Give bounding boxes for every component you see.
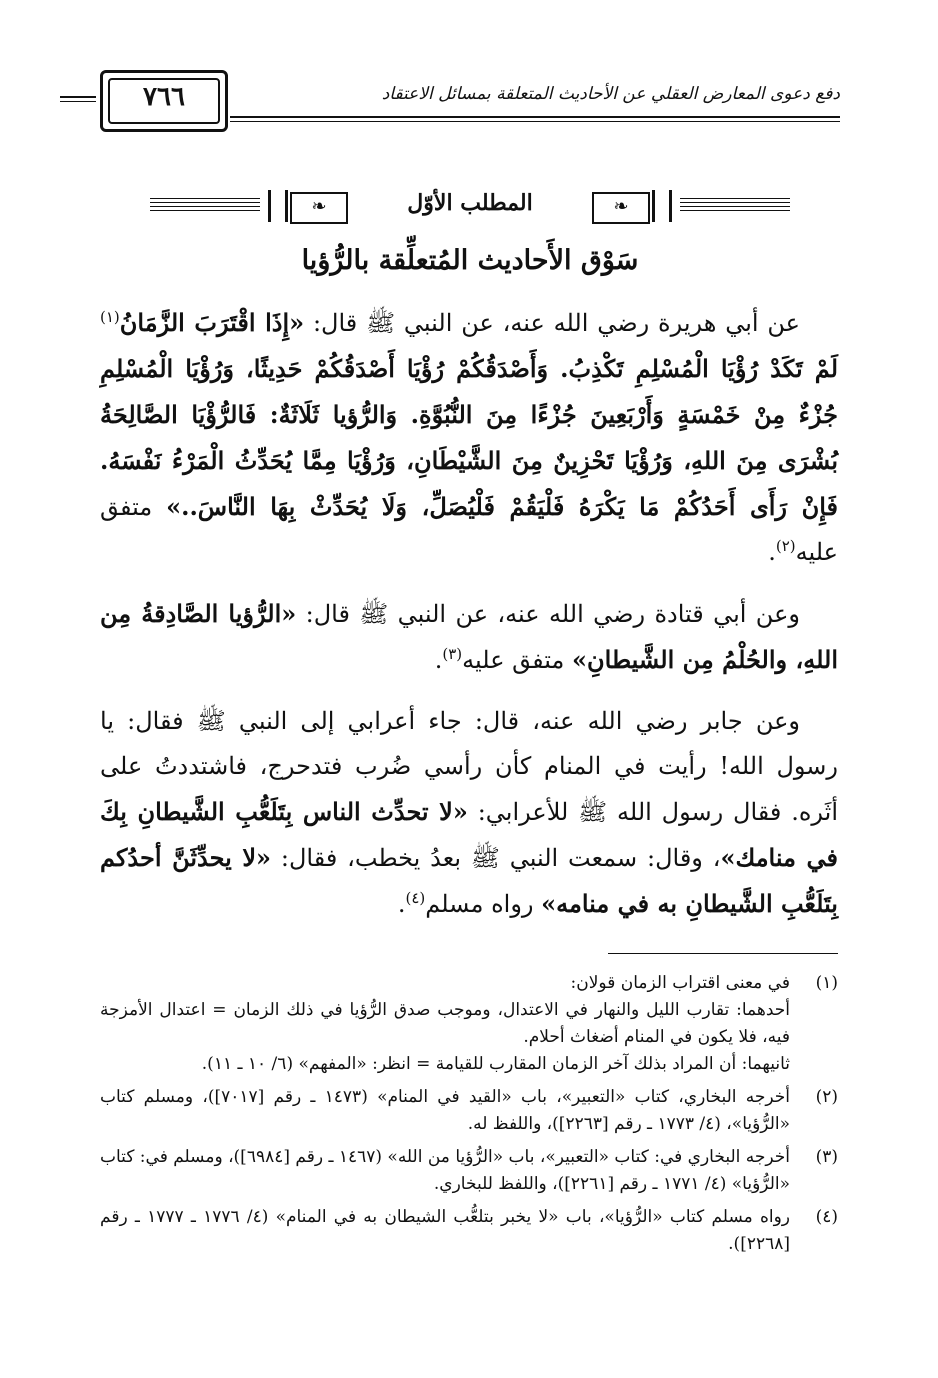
footnote-number: (١) (815, 973, 838, 993)
hadith-source: متفق عليه (462, 646, 573, 674)
footnotes (100, 970, 838, 1264)
paragraph-intro: وعن جابر رضي الله عنه، قال: جاء أعرابي إلى النبي ﷺ فقال: يا رسول الله! رأيت في المنام كأن رأسي ضُرب فتدحرج، فاشتددتُ على أثَره. فقال رسول الله ﷺ للأعرابي: (100, 707, 838, 826)
footnote-line: رواه مسلم كتاب «الرُّؤيا»، باب «لا يخبر بتلعُّب الشيطان به في المنام» (٤/ ١٧٧٦ ـ ١٧٧٧ ـ رقم [٢٢٦٨]). (100, 1207, 790, 1254)
paragraph-end: . (397, 890, 406, 918)
ornament-icon: ❧ (592, 192, 650, 224)
paragraph-end: . (768, 538, 776, 566)
ornament-lines-right (680, 198, 790, 216)
hadith-quote: «لا يحدِّثَنَّ أحدُكم بِتَلَعُّبِ الشَّيطانِ به في منامه» (100, 843, 838, 918)
footnote (100, 1084, 838, 1138)
footnote-line: أخرجه البخاري، كتاب «التعبير»، باب «القيد في المنام» (١٤٧٣ ـ رقم [٧٠١٧])، ومسلم كتاب «الرُّؤيا»، (٤/ ١٧٧٣ ـ رقم [٢٢٦٣])، واللفظ له. (100, 1087, 790, 1134)
paragraph-mid: ، وقال: سمعت النبي ﷺ بعدُ يخطب، فقال: (271, 844, 721, 872)
running-header (100, 70, 840, 140)
hadith-quote: «لا تحدِّث الناس بِتَلَعُّبِ الشَّيطانِ بِكَ في منامك» (100, 797, 839, 872)
hadith-quote: «الرُّؤيا الصَّادِقةُ مِن اللهِ، والحُلْمُ مِن الشَّيطانِ» (100, 599, 838, 674)
header-rule-left (60, 96, 96, 98)
section-heading (150, 186, 790, 230)
hadith-source: متفق عليه (100, 493, 838, 566)
footnote-line: ثانيهما: أن المراد بذلك آخر الزمان المقارب للقيامة = انظر: «المفهم» (٦/ ١٠ ـ ١١). (201, 1054, 790, 1074)
footnote-ref[interactable]: (٣) (442, 645, 463, 663)
hadith-quote: لَمْ تَكَدْ رُؤْيَا الْمُسْلِمِ تَكْذِبُ. وَأَصْدَقُكُمْ رُؤْيَا أَصْدَقُكُمْ حَدِيثًا، وَرُؤْيَا الْمُسْلِمِ جُزْءٌ مِنْ خَمْسَةٍ وَأَرْبَعِينَ جُزْءًا مِنَ النُّبُوَّةِ. وَالرُّؤيا ثَلَاثَةٌ: فَالرُّؤْيَا الصَّالِحَةُ بُشْرَى مِنَ اللهِ، وَرُؤْيَا تَحْزِينٌ مِنَ الشَّيْطَانِ، وَرُؤْيَا مِمَّا يُحَدِّثُ الْمَرْءُ نَفْسَهُ. فَإِنْ رَأَى أَحَدُكُمْ مَا يَكْرَهُ فَلْيَقُمْ فَلْيُصَلِّ، وَلَا يُحَدِّثْ بِهَا النَّاسَ..» (100, 354, 838, 521)
footnote-number: (٣) (815, 1147, 838, 1167)
footnote-line: أخرجه البخاري في: كتاب «التعبير»، باب «الرُّؤيا من الله» (١٤٦٧ ـ رقم [٦٩٨٤])، ومسلم في: كتاب «الرُّؤيا» (٤/ ١٧٧١ ـ رقم [٢٢٦١])، واللفظ للبخاري. (100, 1147, 790, 1194)
page-number-frame (100, 70, 228, 132)
header-rule-thin (230, 121, 840, 122)
footnote (100, 1204, 838, 1258)
section-title: المطلب الأوّل (407, 190, 533, 216)
paragraph (100, 699, 838, 927)
footnote-number: (٤) (815, 1207, 838, 1227)
header-rule-left-thin (60, 101, 96, 102)
body-text (100, 300, 838, 943)
paragraph (100, 300, 838, 575)
header-rule (230, 116, 840, 118)
book-title: دفع دعوى المعارض العقلي عن الأحاديث المتعلقة بمسائل الاعتقاد (381, 84, 840, 104)
paragraph-end: . (434, 646, 443, 674)
footnote-ref[interactable]: (١) (100, 308, 120, 326)
hadith-source: رواه مسلم (425, 890, 542, 918)
footnote-separator (608, 953, 838, 954)
ornament-bars-left (268, 190, 288, 222)
paragraph-intro: وعن أبي قتادة رضي الله عنه، عن النبي ﷺ قال: (296, 600, 800, 628)
ornament-bars-right (652, 190, 672, 222)
footnote-number: (٢) (815, 1087, 838, 1107)
footnote-ref[interactable]: (٢) (775, 537, 796, 555)
ornament-lines-left (150, 198, 260, 216)
footnote (100, 970, 838, 1078)
footnote-ref[interactable]: (٤) (405, 889, 426, 907)
footnote-line: أحدهما: تقارب الليل والنهار في الاعتدال، وموجب صدق الرُّؤيا في ذلك الزمان = اعتدال الأمزجة فيه، فلا يكون في المنام أضغاث أحلام. (100, 1000, 790, 1047)
paragraph (100, 591, 838, 683)
hadith-quote: «إِذَا اقْتَرَبَ الزَّمَانُ (119, 308, 305, 337)
footnote (100, 1144, 838, 1198)
footnote-line: في معنى اقتراب الزمان قولان: (570, 973, 790, 993)
chapter-heading: سَوْق الأَحاديث المُتعلِّقة بالرُّؤيا (301, 245, 639, 276)
paragraph-intro: عن أبي هريرة رضي الله عنه، عن النبي ﷺ قال: (304, 309, 800, 337)
ornament-icon: ❧ (290, 192, 348, 224)
page-number: ٧٦٦ (143, 82, 185, 112)
